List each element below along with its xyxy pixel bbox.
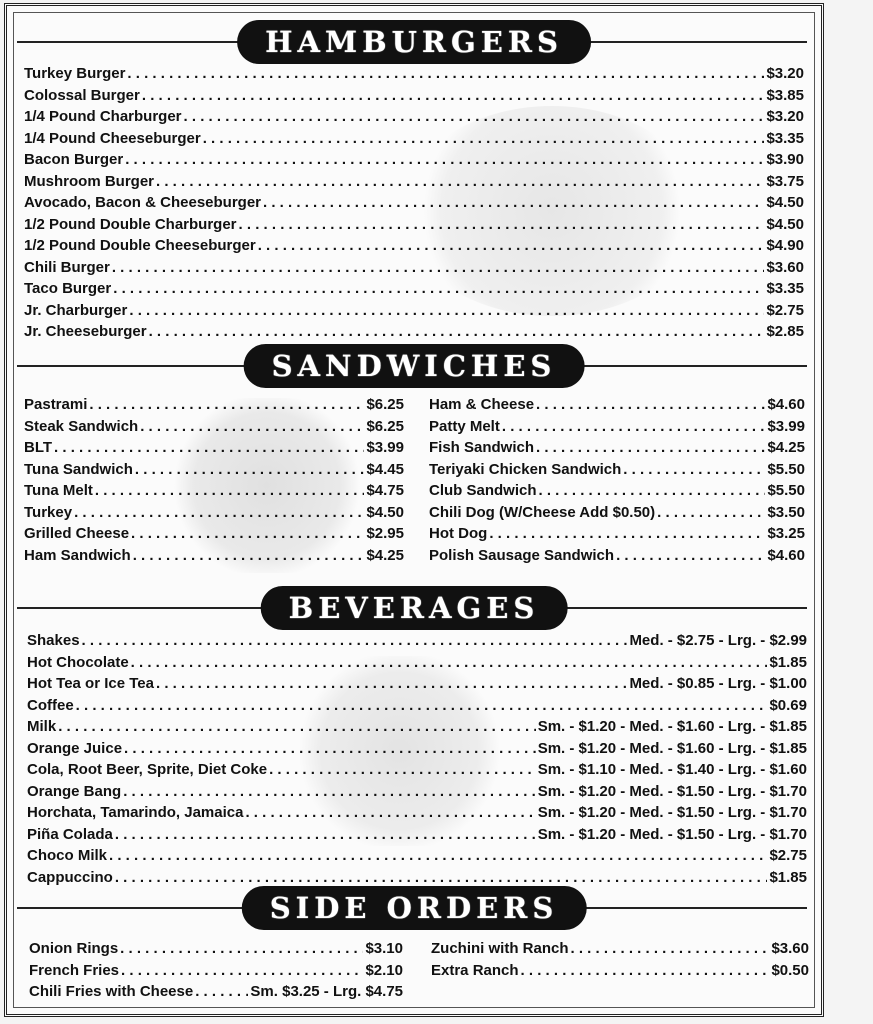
- dot-leader: [74, 504, 364, 521]
- sandwiches-right-list: [429, 396, 805, 568]
- menu-item: [24, 504, 404, 526]
- menu-item: [429, 396, 805, 418]
- item-price: $6.25: [366, 417, 404, 435]
- menu-item: [24, 194, 804, 216]
- dot-leader: [539, 482, 766, 499]
- dot-leader: [623, 461, 765, 478]
- menu-item: [431, 962, 809, 984]
- dot-leader: [258, 237, 765, 254]
- side-orders-header: [7, 886, 821, 930]
- menu-item: [24, 439, 404, 461]
- item-name: Avocado, Bacon & Cheeseburger: [24, 194, 262, 211]
- menu-item: [24, 418, 404, 440]
- side-orders-title: SIDE ORDERS: [242, 886, 587, 930]
- item-name: Bacon Burger: [24, 151, 124, 168]
- menu-item: [27, 675, 807, 697]
- item-price: $1.85: [769, 653, 807, 671]
- item-price: Sm. - $1.20 - Med. - $1.50 - Lrg. - $1.70: [537, 804, 807, 821]
- menu-item: [24, 130, 804, 152]
- item-name: Zuchini with Ranch: [431, 940, 569, 957]
- menu-item: [27, 783, 807, 805]
- item-price: $4.25: [366, 546, 404, 564]
- menu-item: [24, 151, 804, 173]
- item-name: Chili Burger: [24, 258, 110, 276]
- item-name: Ham Sandwich: [24, 546, 131, 564]
- menu-item: [27, 632, 807, 654]
- dot-leader: [263, 194, 764, 211]
- item-name: Milk: [27, 718, 57, 735]
- dot-leader: [184, 108, 765, 125]
- menu-item: [431, 940, 809, 962]
- item-price: $3.35: [766, 280, 804, 297]
- dot-leader: [140, 418, 364, 435]
- item-name: French Fries: [29, 961, 120, 979]
- menu-item: [27, 718, 807, 740]
- menu-page: [4, 3, 824, 1017]
- item-name: Chili Dog (W/Cheese Add $0.50): [429, 503, 656, 521]
- dot-leader: [109, 847, 767, 864]
- item-name: Steak Sandwich: [24, 417, 139, 435]
- item-name: Shakes: [27, 632, 80, 649]
- item-price: $4.25: [767, 439, 805, 456]
- item-price: $4.60: [767, 546, 805, 564]
- dot-leader: [131, 654, 768, 671]
- menu-item: [24, 216, 804, 238]
- item-name: Colossal Burger: [24, 86, 140, 104]
- item-name: 1/2 Pound Double Charburger: [24, 215, 237, 233]
- item-price: Med. - $0.85 - Lrg. - $1.00: [629, 675, 807, 692]
- item-price: $4.50: [766, 215, 804, 233]
- dot-leader: [245, 804, 535, 821]
- item-name: Coffee: [27, 696, 74, 714]
- item-name: Hot Dog: [429, 525, 488, 542]
- dot-leader: [113, 280, 764, 297]
- item-price: $3.20: [766, 108, 804, 125]
- item-price: Sm. - $1.20 - Med. - $1.50 - Lrg. - $1.70: [537, 825, 807, 843]
- item-name: Grilled Cheese: [24, 525, 130, 542]
- dot-leader: [89, 396, 364, 413]
- item-name: Orange Juice: [27, 739, 123, 757]
- dot-leader: [76, 697, 768, 714]
- dot-leader: [502, 418, 766, 435]
- dot-leader: [142, 87, 765, 104]
- item-name: Jr. Cheeseburger: [24, 323, 147, 340]
- item-name: Onion Rings: [29, 940, 119, 957]
- dot-leader: [203, 130, 765, 147]
- dot-leader: [521, 962, 770, 979]
- dot-leader: [127, 65, 764, 82]
- item-name: BLT: [24, 439, 53, 456]
- menu-item: [24, 525, 404, 547]
- item-price: Sm. - $1.10 - Med. - $1.40 - Lrg. - $1.60: [537, 761, 807, 778]
- item-name: Club Sandwich: [429, 482, 537, 499]
- item-name: Orange Bang: [27, 782, 122, 800]
- item-name: Chili Fries with Cheese: [29, 983, 194, 1000]
- item-name: Mushroom Burger: [24, 172, 155, 190]
- menu-item: [24, 482, 404, 504]
- dot-leader: [135, 461, 365, 478]
- item-name: Taco Burger: [24, 280, 112, 297]
- hamburgers-list: [24, 65, 804, 345]
- item-price: $2.75: [769, 847, 807, 864]
- item-price: Sm. - $1.20 - Med. - $1.60 - Lrg. - $1.85: [537, 718, 807, 735]
- dot-leader: [120, 940, 363, 957]
- menu-item: [24, 108, 804, 130]
- menu-item: [24, 396, 404, 418]
- menu-item: [27, 761, 807, 783]
- hamburgers-title: HAMBURGERS: [237, 20, 591, 64]
- item-name: Turkey Burger: [24, 65, 126, 82]
- menu-item: [24, 302, 804, 324]
- item-price: $2.85: [766, 323, 804, 340]
- dot-leader: [123, 783, 536, 800]
- dot-leader: [115, 826, 536, 843]
- item-price: $3.35: [766, 129, 804, 147]
- menu-item: [29, 962, 403, 984]
- menu-item: [24, 173, 804, 195]
- dot-leader: [95, 482, 365, 499]
- dot-leader: [489, 525, 765, 542]
- dot-leader: [121, 962, 363, 979]
- dot-leader: [125, 151, 764, 168]
- dot-leader: [571, 940, 770, 957]
- item-price: $6.25: [366, 396, 404, 413]
- dot-leader: [54, 439, 364, 456]
- item-price: $5.50: [767, 460, 805, 478]
- item-price: $2.95: [366, 525, 404, 542]
- menu-item: [24, 259, 804, 281]
- sandwiches-title: SANDWICHES: [244, 344, 585, 388]
- menu-item: [24, 323, 804, 345]
- item-name: Extra Ranch: [431, 961, 519, 979]
- item-price: Sm. $3.25 - Lrg. $4.75: [250, 983, 403, 1000]
- beverages-header: [7, 586, 821, 630]
- item-name: Teriyaki Chicken Sandwich: [429, 460, 622, 478]
- menu-item: [24, 65, 804, 87]
- dot-leader: [124, 740, 536, 757]
- item-price: $3.99: [366, 439, 404, 456]
- item-price: $0.69: [769, 696, 807, 714]
- menu-item: [24, 237, 804, 259]
- item-name: Choco Milk: [27, 847, 108, 864]
- dot-leader: [657, 504, 765, 521]
- item-name: Hot Chocolate: [27, 653, 129, 671]
- menu-item: [27, 826, 807, 848]
- sandwiches-header: [7, 344, 821, 388]
- beverages-list: [27, 632, 807, 890]
- side-orders-left-list: [29, 940, 403, 1005]
- sandwiches-left-list: [24, 396, 404, 568]
- item-price: $4.90: [766, 237, 804, 254]
- item-name: Patty Melt: [429, 417, 500, 435]
- item-price: Sm. - $1.20 - Med. - $1.50 - Lrg. - $1.70: [537, 782, 807, 800]
- item-name: Cola, Root Beer, Sprite, Diet Coke: [27, 761, 268, 778]
- item-name: Fish Sandwich: [429, 439, 535, 456]
- item-price: $4.60: [767, 396, 805, 413]
- item-price: $4.75: [366, 482, 404, 499]
- item-name: Cappuccino: [27, 868, 113, 886]
- item-price: $2.75: [766, 301, 804, 319]
- item-price: $1.85: [769, 868, 807, 886]
- menu-item: [27, 654, 807, 676]
- item-name: 1/4 Pound Charburger: [24, 108, 182, 125]
- item-name: Pastrami: [24, 396, 88, 413]
- menu-item: [27, 697, 807, 719]
- hamburgers-header: [7, 20, 821, 64]
- menu-item: [27, 847, 807, 869]
- dot-leader: [269, 761, 536, 778]
- item-name: Hot Tea or Ice Tea: [27, 675, 154, 692]
- item-price: $3.20: [766, 65, 804, 82]
- item-name: Tuna Sandwich: [24, 460, 133, 478]
- item-price: Sm. - $1.20 - Med. - $1.60 - Lrg. - $1.85: [537, 739, 807, 757]
- item-price: $4.45: [366, 460, 404, 478]
- item-price: $3.99: [767, 417, 805, 435]
- item-price: $3.85: [766, 86, 804, 104]
- menu-item: [29, 983, 403, 1005]
- item-price: $4.50: [366, 503, 404, 521]
- side-orders-right-list: [431, 940, 809, 983]
- item-name: 1/2 Pound Double Cheeseburger: [24, 237, 256, 254]
- dot-leader: [82, 632, 628, 649]
- dot-leader: [156, 173, 764, 190]
- beverages-title: BEVERAGES: [261, 586, 568, 630]
- item-name: 1/4 Pound Cheeseburger: [24, 129, 201, 147]
- dot-leader: [131, 525, 364, 542]
- item-price: $4.50: [766, 194, 804, 211]
- item-name: Jr. Charburger: [24, 301, 128, 319]
- dot-leader: [536, 439, 765, 456]
- menu-item: [24, 87, 804, 109]
- item-name: Horchata, Tamarindo, Jamaica: [27, 804, 244, 821]
- dot-leader: [536, 396, 765, 413]
- item-price: $5.50: [767, 482, 805, 499]
- item-price: $3.50: [767, 503, 805, 521]
- item-name: Polish Sausage Sandwich: [429, 546, 615, 564]
- menu-item: [429, 482, 805, 504]
- item-price: $2.10: [365, 961, 403, 979]
- dot-leader: [58, 718, 536, 735]
- item-price: $3.90: [766, 151, 804, 168]
- menu-item: [24, 280, 804, 302]
- item-price: $3.60: [771, 940, 809, 957]
- item-price: $3.75: [766, 172, 804, 190]
- dot-leader: [149, 323, 765, 340]
- menu-item: [429, 439, 805, 461]
- item-name: Piña Colada: [27, 825, 113, 843]
- menu-item: [24, 461, 404, 483]
- menu-item: [429, 461, 805, 483]
- menu-item: [27, 804, 807, 826]
- dot-leader: [239, 216, 765, 233]
- dot-leader: [195, 983, 248, 1000]
- item-name: Ham & Cheese: [429, 396, 535, 413]
- item-name: Turkey: [24, 503, 73, 521]
- item-name: Tuna Melt: [24, 482, 93, 499]
- item-price: $0.50: [771, 961, 809, 979]
- menu-item: [429, 547, 805, 569]
- dot-leader: [616, 547, 765, 564]
- item-price: $3.60: [766, 258, 804, 276]
- menu-item: [29, 940, 403, 962]
- menu-item: [429, 525, 805, 547]
- dot-leader: [129, 302, 764, 319]
- item-price: $3.10: [365, 940, 403, 957]
- dot-leader: [112, 259, 765, 276]
- item-price: $3.25: [767, 525, 805, 542]
- menu-item: [27, 740, 807, 762]
- menu-item: [429, 504, 805, 526]
- item-price: Med. - $2.75 - Lrg. - $2.99: [629, 632, 807, 649]
- dot-leader: [156, 675, 627, 692]
- dot-leader: [115, 869, 768, 886]
- dot-leader: [133, 547, 365, 564]
- menu-item: [429, 418, 805, 440]
- menu-item: [24, 547, 404, 569]
